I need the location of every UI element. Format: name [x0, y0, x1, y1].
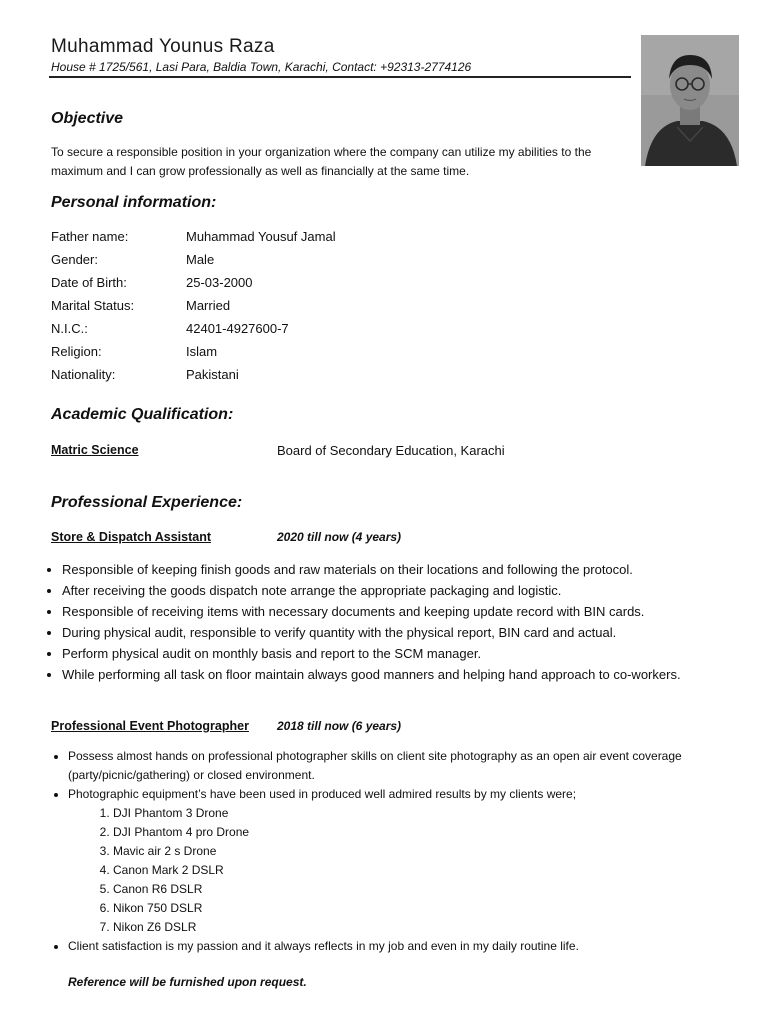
- field-label: Date of Birth:: [51, 275, 127, 290]
- list-item-text: Photographic equipment’s have been used in produced well admired results by my clients were;: [68, 787, 577, 801]
- personal-info-heading: Personal information:: [51, 194, 217, 211]
- field-value: 42401-4927600-7: [186, 321, 289, 336]
- field-label: Marital Status:: [51, 298, 135, 313]
- field-label: Gender:: [51, 252, 98, 267]
- list-item: [68, 785, 748, 937]
- list-item: • Responsible of receiving items with necessary documents and keeping update record with BIN cards.: [62, 601, 702, 622]
- equipment-item: 6. Nikon 750 DSLR: [113, 899, 748, 918]
- store-duties-list: [43, 559, 702, 685]
- list-item: • Client satisfaction is my passion and it always reflects in my job and even in my daily routine life.: [68, 937, 748, 956]
- field-value: Male: [186, 252, 215, 267]
- field-label: Nationality:: [51, 367, 116, 382]
- equipment-item: 5. Canon R6 DSLR: [113, 880, 748, 899]
- field-label: Father name:: [51, 229, 129, 244]
- list-item: • After receiving the goods dispatch note arrange the appropriate packaging and logistic.: [62, 580, 702, 601]
- equipment-item: 1. DJI Phantom 3 Drone: [113, 804, 748, 823]
- list-item: • During physical audit, responsible to verify quantity with the physical report, BIN card and actual.: [62, 622, 702, 643]
- equipment-item: 4. Canon Mark 2 DSLR: [113, 861, 748, 880]
- reference-note: Reference will be furnished upon request.: [68, 975, 307, 989]
- header-divider: [49, 76, 631, 78]
- field-value: 25-03-2000: [186, 275, 253, 290]
- equipment-item: 3. Mavic air 2 s Drone: [113, 842, 748, 861]
- field-value: Muhammad Yousuf Jamal: [186, 229, 336, 244]
- list-item: • While performing all task on floor maintain always good manners and helping hand approach to co-workers.: [62, 664, 702, 685]
- job-duration-store: 2020 till now (4 years): [277, 530, 402, 544]
- field-value: Pakistani: [186, 367, 239, 382]
- contact-address: House # 1725/561, Lasi Para, Baldia Town, Karachi, Contact: +92313-2774126: [51, 60, 472, 74]
- portrait-image: [641, 35, 739, 166]
- profile-photo: [641, 35, 739, 166]
- field-label: N.I.C.:: [51, 321, 88, 336]
- degree-board: Board of Secondary Education, Karachi: [277, 443, 505, 458]
- list-item: • Possess almost hands on professional photographer skills on client site photography as an open air event coverage (party/picnic/gathering) or closed environment.: [68, 747, 748, 785]
- objective-heading: Objective: [51, 110, 124, 127]
- equipment-item: 2. DJI Phantom 4 pro Drone: [113, 823, 748, 842]
- field-value: Married: [186, 298, 231, 313]
- job-duration-photographer: 2018 till now (6 years): [277, 719, 402, 733]
- academic-heading: Academic Qualification:: [51, 406, 234, 423]
- candidate-name: Muhammad Younus Raza: [51, 36, 275, 57]
- equipment-list: [68, 804, 748, 937]
- job-title-store: Store & Dispatch Assistant: [51, 530, 211, 544]
- list-item: • Perform physical audit on monthly basis and report to the SCM manager.: [62, 643, 702, 664]
- list-item: • Responsible of keeping finish goods and raw materials on their locations and following the protocol.: [62, 559, 702, 580]
- experience-heading: Professional Experience:: [51, 494, 243, 511]
- photographer-duties-list: [49, 747, 748, 956]
- job-title-photographer: Professional Event Photographer: [51, 719, 249, 733]
- degree-title: Matric Science: [51, 443, 139, 457]
- field-label: Religion:: [51, 344, 102, 359]
- field-value: Islam: [186, 344, 218, 359]
- objective-text: To secure a responsible position in your organization where the company can utilize my abilities to the maximum and I can grow professionally as well as financially at the same time.: [51, 145, 592, 178]
- equipment-item: 7. Nikon Z6 DSLR: [113, 918, 748, 937]
